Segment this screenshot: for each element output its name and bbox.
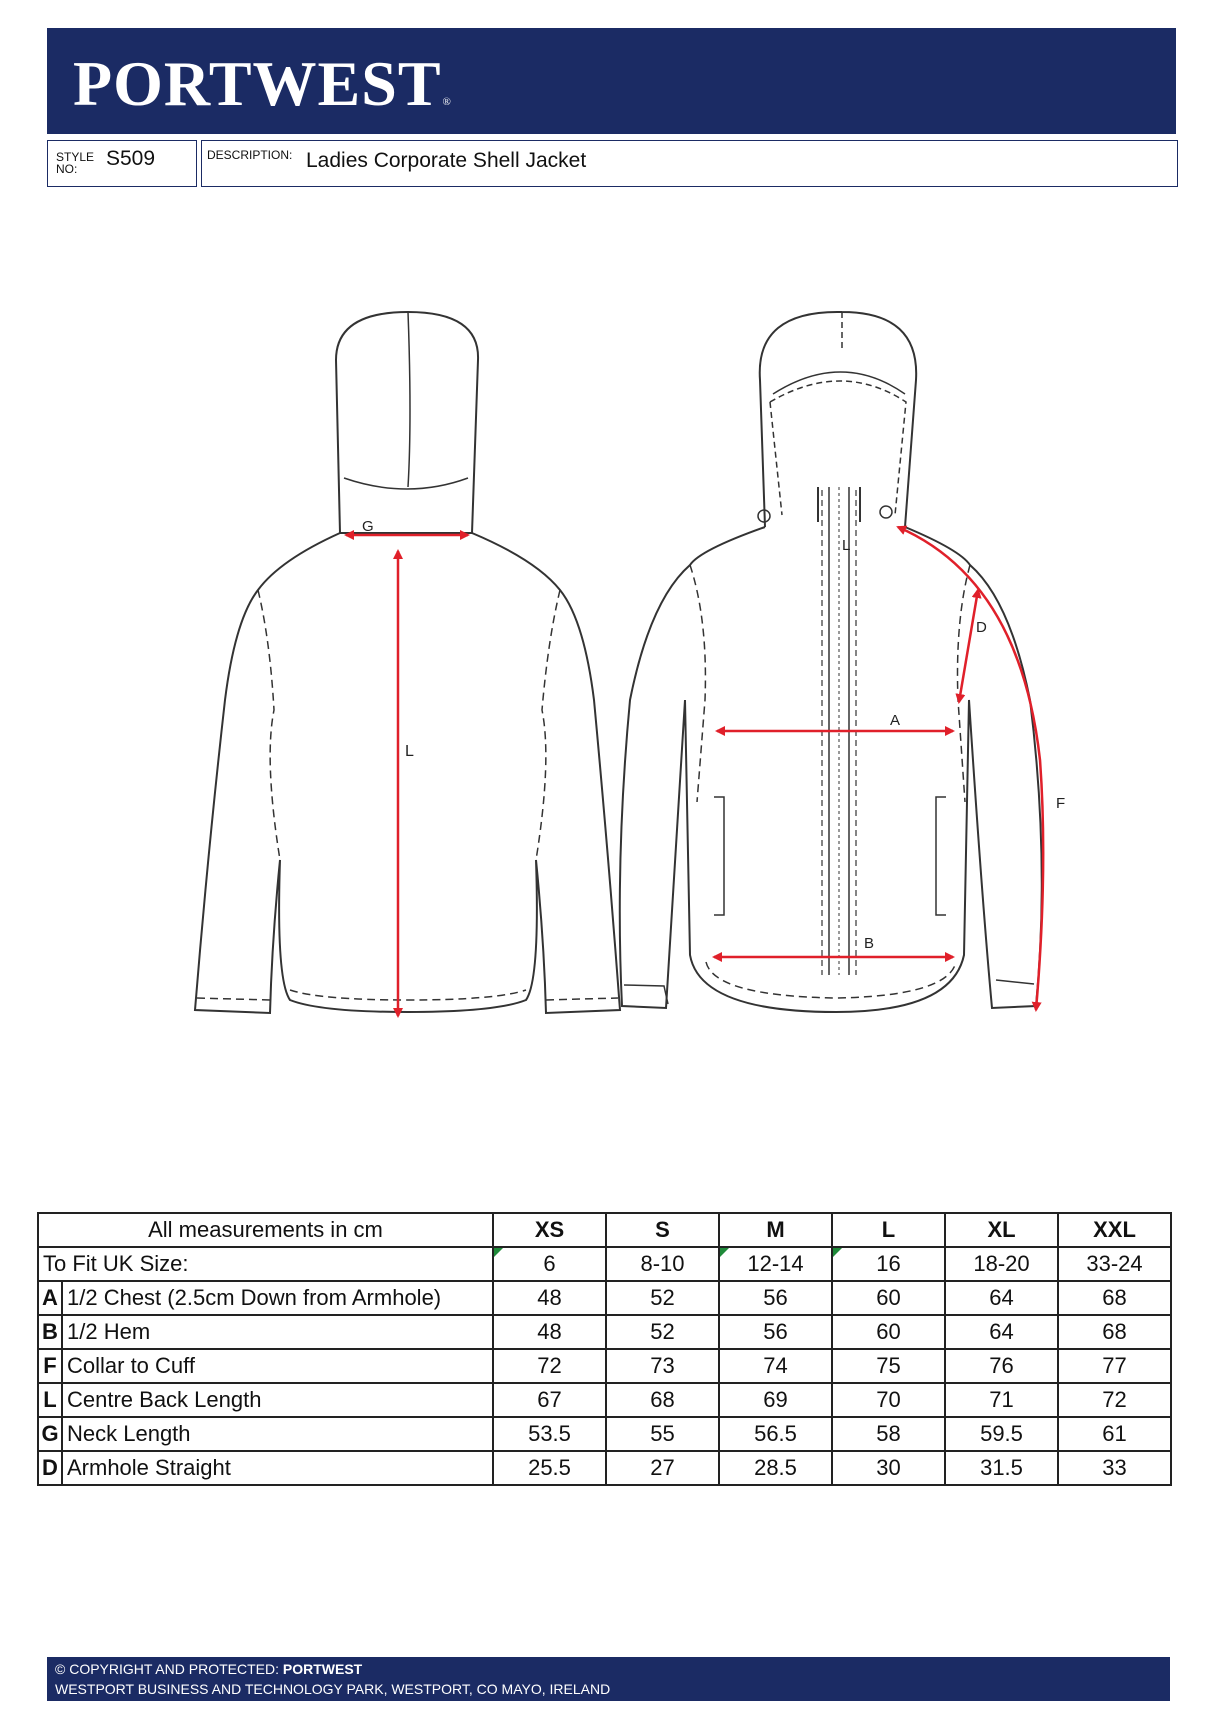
table-cell: 64 [945,1281,1058,1315]
measure-f-line [898,527,1043,1010]
measure-label-f: F [1056,795,1066,812]
style-number-label: STYLE NO: [56,150,95,176]
table-cell: 70 [832,1383,945,1417]
jacket-back-view [195,312,620,1013]
description-label: DESCRIPTION: [207,148,293,162]
table-cell: 56 [719,1315,832,1349]
row-letter: A [38,1281,62,1315]
size-header: XS [493,1213,606,1247]
fit-size-label: To Fit UK Size: [38,1247,493,1281]
front-measurements [714,527,1065,1010]
table-cell: 75 [832,1349,945,1383]
size-header: XL [945,1213,1058,1247]
cell-comment-marker [833,1248,842,1257]
table-cell: 48 [493,1281,606,1315]
table-cell: 16 [832,1247,945,1281]
table-cell: 55 [606,1417,719,1451]
table-caption: All measurements in cm [38,1213,493,1247]
table-cell: 53.5 [493,1417,606,1451]
table-row [38,1281,1171,1315]
table-cell: 69 [719,1383,832,1417]
row-label: 1/2 Chest (2.5cm Down from Armhole) [62,1281,493,1315]
table-cell: 52 [606,1281,719,1315]
row-label: Centre Back Length [62,1383,493,1417]
brand-logo: PORTWEST® [73,48,452,119]
copyright-line: © COPYRIGHT AND PROTECTED: PORTWEST [55,1661,363,1677]
cell-comment-marker [720,1248,729,1257]
address-line: WESTPORT BUSINESS AND TECHNOLOGY PARK, WESTPORT, CO MAYO, IRELAND [55,1681,611,1697]
table-cell: 12-14 [719,1247,832,1281]
table-cell: 67 [493,1383,606,1417]
table-cell: 31.5 [945,1451,1058,1485]
footer-banner [47,1657,1170,1701]
table-cell: 76 [945,1349,1058,1383]
size-header: S [606,1213,719,1247]
row-letter: L [38,1383,62,1417]
row-letter: D [38,1451,62,1485]
table-cell: 56 [719,1281,832,1315]
table-cell: 33 [1058,1451,1171,1485]
table-cell: 30 [832,1451,945,1485]
row-label: Neck Length [62,1417,493,1451]
row-label: Armhole Straight [62,1451,493,1485]
table-cell: 77 [1058,1349,1171,1383]
measure-label-l-front: L [842,537,851,554]
row-label: Collar to Cuff [62,1349,493,1383]
table-cell: 59.5 [945,1417,1058,1451]
table-cell: 18-20 [945,1247,1058,1281]
table-cell: 74 [719,1349,832,1383]
table-cell: 68 [1058,1315,1171,1349]
table-cell: 73 [606,1349,719,1383]
style-number-value: S509 [106,147,156,170]
back-measurements [346,518,468,1016]
table-cell: 6 [493,1247,606,1281]
table-header-row [38,1213,1171,1247]
table-cell: 48 [493,1315,606,1349]
measure-label-b: B [864,935,875,952]
table-cell: 60 [832,1315,945,1349]
jacket-front-view [620,312,1042,1012]
table-row [38,1417,1171,1451]
table-cell: 28.5 [719,1451,832,1485]
table-cell: 71 [945,1383,1058,1417]
table-cell: 68 [1058,1281,1171,1315]
measure-label-l-back: L [405,743,414,760]
measure-label-d: D [976,619,987,636]
table-cell: 58 [832,1417,945,1451]
row-letter: B [38,1315,62,1349]
table-cell: 72 [493,1349,606,1383]
measure-label-g: G [362,518,374,535]
table-row [38,1383,1171,1417]
table-cell: 60 [832,1281,945,1315]
size-header: XXL [1058,1213,1171,1247]
row-label: 1/2 Hem [62,1315,493,1349]
row-letter: F [38,1349,62,1383]
table-cell: 52 [606,1315,719,1349]
size-chart-table [37,1212,1172,1486]
table-cell: 27 [606,1451,719,1485]
size-header: L [832,1213,945,1247]
table-cell: 64 [945,1315,1058,1349]
measure-label-a: A [890,712,901,729]
table-cell: 8-10 [606,1247,719,1281]
table-cell: 68 [606,1383,719,1417]
table-cell: 25.5 [493,1451,606,1485]
table-cell: 56.5 [719,1417,832,1451]
size-header: M [719,1213,832,1247]
table-cell: 72 [1058,1383,1171,1417]
description-value: Ladies Corporate Shell Jacket [306,149,587,172]
row-letter: G [38,1417,62,1451]
table-row [38,1315,1171,1349]
cell-comment-marker [494,1248,503,1257]
table-cell: 33-24 [1058,1247,1171,1281]
table-row [38,1349,1171,1383]
table-row [38,1451,1171,1485]
table-row [38,1247,1171,1281]
table-cell: 61 [1058,1417,1171,1451]
